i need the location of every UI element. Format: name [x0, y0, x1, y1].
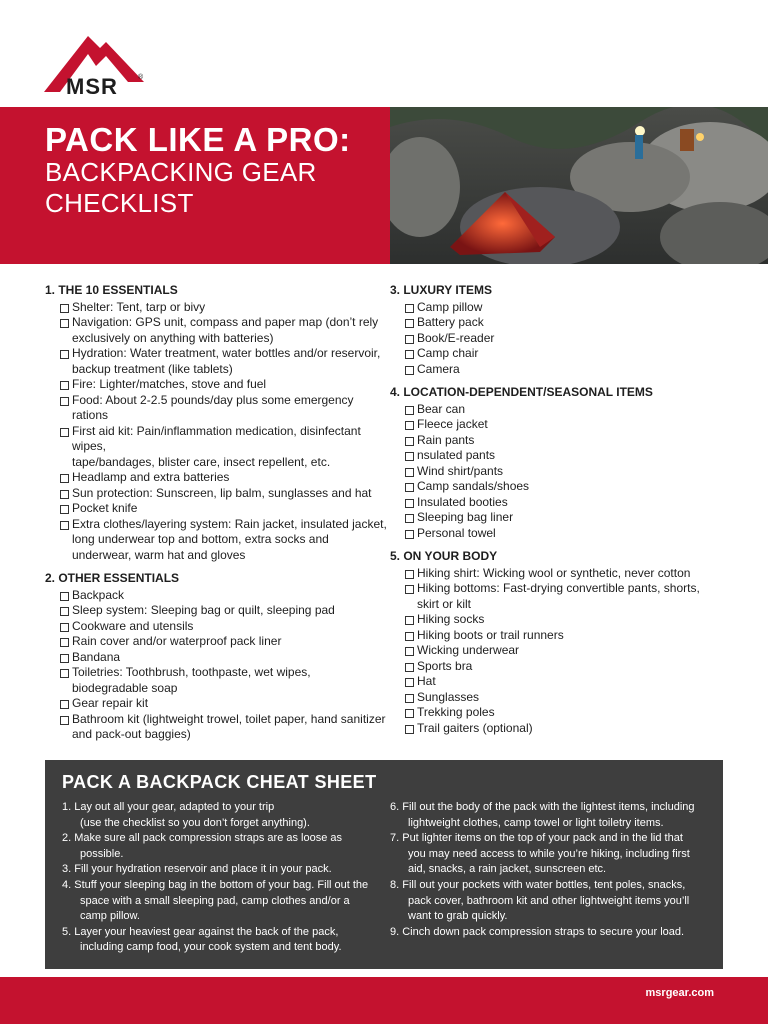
cheat-sheet-step-text: pack cover, bathroom kit and other lightweight items you’ll: [408, 894, 690, 907]
section-title: 1. THE 10 ESSENTIALS: [45, 283, 178, 297]
checklist-item-text: Fleece jacket: [417, 417, 488, 431]
cheat-sheet-step-text: (use the checklist so you don’t forget anything).: [80, 816, 310, 829]
checklist-item-text: Sun protection: Sunscreen, lip balm, sunglasses and hat: [72, 485, 372, 500]
cheat-sheet-step-text: 3. Fill your hydration reservoir and place it in your pack.: [62, 863, 332, 876]
checklist-item-text: Rain cover and/or waterproof pack liner: [72, 634, 282, 648]
checklist-item[interactable]: [390, 300, 730, 316]
cheat-sheet-step-text: 4. Stuff your sleeping bag in the bottom of your bag. Fill out the: [62, 878, 369, 891]
cheat-sheet-step-text: want to grab quickly.: [408, 910, 508, 923]
camp-photo: [390, 107, 768, 264]
cheat-sheet-step-text: space with a small sleeping pad, camp clothes and/or a: [80, 894, 350, 907]
section-on-your-body: [390, 549, 730, 736]
checklist-item-text: Trekking poles: [417, 705, 495, 719]
checklist-item-text: Hiking shirt: Wicking wool or synthetic, never cotton: [417, 565, 691, 580]
checklist-item[interactable]: [45, 424, 390, 471]
checklist-item-text: nsulated pants: [417, 448, 496, 462]
cheat-sheet-step-text: 1. Lay out all your gear, adapted to your trip: [62, 801, 275, 813]
checklist-item-text: Cookware and utensils: [72, 618, 194, 633]
cheat-sheet-step-text: 9. Cinch down pack compression straps to secure your load.: [390, 925, 685, 938]
cheat-sheet-step: [62, 862, 382, 878]
checklist-item-text: Hat: [417, 674, 436, 688]
checklist-item[interactable]: [390, 690, 730, 706]
checklist-item[interactable]: [390, 581, 730, 612]
cheat-sheet-step: [390, 878, 710, 925]
checklist-item[interactable]: [45, 588, 390, 604]
cheat-sheet-step: [390, 831, 710, 878]
checklist-item[interactable]: [390, 417, 730, 433]
cheat-sheet-step: [62, 878, 382, 925]
checklist-item-text: Extra clothes/layering system: Rain jacket, insulated jacket,: [72, 516, 387, 531]
cheat-sheet-step: [62, 800, 382, 831]
checklist-item-text: Toiletries: Toothbrush, toothpaste, wet wipes,: [72, 665, 311, 679]
checklist-item-text: Hiking bottoms: Fast-drying convertible pants, shorts,: [417, 581, 700, 595]
checklist-item[interactable]: [390, 362, 730, 378]
checklist-item-text: Rain pants: [417, 432, 475, 447]
checklist-item[interactable]: [45, 634, 390, 650]
checklist-item-text: long underwear top and bottom, extra socks and: [72, 532, 329, 546]
checklist-item[interactable]: [390, 674, 730, 690]
checklist-item-text: Hiking socks: [417, 612, 485, 626]
checklist-item[interactable]: [45, 470, 390, 486]
checklist-item-text: Food: About 2-2.5 pounds/day plus some emergency rations: [72, 392, 354, 422]
checklist-item[interactable]: [45, 603, 390, 619]
checklist-item[interactable]: [390, 566, 730, 582]
checklist-item[interactable]: [390, 643, 730, 659]
checklist-item-text: Wind shirt/pants: [417, 463, 504, 478]
checklist-item[interactable]: [390, 705, 730, 721]
checklist-item[interactable]: [390, 495, 730, 511]
cheat-sheet-step-text: lightweight clothes, camp towel or light toiletry items.: [408, 816, 664, 829]
page-subtitle-line1: BACKPACKING GEAR: [45, 157, 317, 187]
checklist-item-text: Trail gaiters (optional): [417, 720, 533, 735]
checklist-item[interactable]: [390, 433, 730, 449]
checklist-item[interactable]: [45, 696, 390, 712]
checklist-item-text: Sports bra: [417, 658, 473, 673]
checklist-item[interactable]: [390, 448, 730, 464]
checklist-item[interactable]: [45, 300, 390, 316]
cheat-sheet-step-text: camp pillow.: [80, 910, 140, 923]
checklist-item[interactable]: [45, 517, 390, 564]
checklist-item-text: Hiking boots or trail runners: [417, 627, 564, 642]
checklist-item-text: Hydration: Water treatment, water bottles and/or reservoir,: [72, 346, 381, 360]
checklist-item-text: Camera: [417, 361, 460, 376]
checklist-item-text: Shelter: Tent, tarp or bivy: [72, 299, 206, 314]
checklist-item[interactable]: [45, 346, 390, 377]
page-title: PACK LIKE A PRO:: [45, 121, 351, 158]
checklist-item[interactable]: [45, 712, 390, 743]
checklist-item[interactable]: [390, 346, 730, 362]
checklist-item[interactable]: [45, 315, 390, 346]
checklist-item-text: Camp chair: [417, 346, 479, 360]
cheat-sheet-left-steps: [62, 800, 382, 956]
cheat-sheet-step-text: 7. Put lighter items on the top of your pack and in the lid that: [390, 832, 683, 845]
checklist-item[interactable]: [390, 331, 730, 347]
cheat-sheet-step-text: 8. Fill out your pockets with water bottles, tent poles, snacks,: [390, 878, 686, 891]
section-title: 4. LOCATION-DEPENDENT/SEASONAL ITEMS: [390, 385, 653, 399]
checklist-item-text: Insulated booties: [417, 494, 508, 509]
cheat-sheet-step: [390, 925, 710, 941]
checklist-item-text: Sleep system: Sleeping bag or quilt, sleeping pad: [72, 603, 335, 617]
cheat-sheet-title: PACK A BACKPACK CHEAT SHEET: [62, 772, 377, 792]
section-seasonal: [390, 385, 730, 541]
section-other-essentials: [45, 571, 390, 743]
checklist-item[interactable]: [45, 619, 390, 635]
cheat-sheet-step-text: including camp food, your cook system and tent body.: [80, 941, 342, 954]
checklist-item[interactable]: [45, 665, 390, 696]
checklist-right-column: [390, 283, 730, 744]
checklist-item-text: backup treatment (like tablets): [72, 361, 233, 376]
checklist-item[interactable]: [390, 402, 730, 418]
section-essentials: [45, 283, 390, 563]
cheat-sheet-step: [62, 925, 382, 956]
checklist-item-text: Sunglasses: [417, 689, 480, 704]
checklist-item-text: First aid kit: Pain/inflammation medication, disinfectant wipes,: [72, 423, 361, 453]
checklist-item[interactable]: [45, 486, 390, 502]
checklist-item[interactable]: [45, 650, 390, 666]
checklist-left-column: [45, 283, 390, 751]
checklist-item-text: and pack-out baggies): [72, 727, 191, 741]
checklist-item-text: tape/bandages, blister care, insect repellent, etc.: [72, 454, 331, 469]
cheat-sheet-step: [390, 800, 710, 831]
checklist-item-text: Personal towel: [417, 525, 496, 540]
checklist-item-text: Gear repair kit: [72, 696, 149, 710]
cheat-sheet-step: [62, 831, 382, 862]
cheat-sheet-step-text: aid, snacks, a rain jacket, sunscreen etc.: [408, 863, 607, 876]
cheat-sheet-step-text: 2. Make sure all pack compression straps are as loose as: [62, 832, 343, 845]
checklist-item-text: Backpack: [72, 587, 125, 602]
checklist-item-text: Fire: Lighter/matches, stove and fuel: [72, 377, 267, 391]
checklist-item[interactable]: [390, 659, 730, 675]
section-title: 2. OTHER ESSENTIALS: [45, 571, 180, 585]
checklist-item-text: Camp pillow: [417, 299, 483, 314]
checklist-item-text: Bear can: [417, 401, 466, 416]
cheat-sheet-step-text: you may need access to while you’re hiking, including first: [408, 847, 690, 860]
footer-band: [0, 977, 768, 1024]
cheat-sheet-step-text: 5. Layer your heaviest gear against the back of the pack,: [62, 925, 339, 938]
checklist-item-text: skirt or kilt: [417, 596, 471, 611]
checklist-item-text: biodegradable soap: [72, 680, 178, 695]
section-title: 5. ON YOUR BODY: [390, 549, 498, 563]
checklist-item[interactable]: [390, 612, 730, 628]
checklist-item[interactable]: [390, 464, 730, 480]
checklist-item-text: Wicking underwear: [417, 643, 520, 657]
checklist-item-text: Headlamp and extra batteries: [72, 470, 230, 484]
cheat-sheet-right-steps: [390, 800, 710, 940]
msr-logo: [44, 34, 148, 99]
section-luxury: [390, 283, 730, 377]
checklist-item-text: Camp sandals/shoes: [417, 479, 530, 493]
checklist-item[interactable]: [45, 501, 390, 517]
checklist-item[interactable]: [45, 393, 390, 424]
logo-wordmark: MSR: [66, 74, 118, 99]
checklist-item[interactable]: [390, 628, 730, 644]
checklist-item-text: Book/E-reader: [417, 330, 495, 345]
checklist-item-text: exclusively on anything with batteries): [72, 330, 274, 345]
checklist-item-text: Bathroom kit (lightweight trowel, toilet paper, hand sanitizer: [72, 711, 386, 726]
footer-url-link[interactable]: msrgear.com: [645, 987, 714, 999]
registered-mark: ®: [138, 74, 144, 81]
cheat-sheet-step-text: 6. Fill out the body of the pack with the lightest items, including: [390, 801, 695, 813]
cheat-sheet-panel: [45, 760, 723, 969]
checklist-item-text: Pocket knife: [72, 501, 138, 515]
checklist-item[interactable]: [390, 526, 730, 542]
checklist-item[interactable]: [390, 510, 730, 526]
section-title: 3. LUXURY ITEMS: [390, 283, 493, 297]
checklist-item[interactable]: [390, 315, 730, 331]
checklist-item-text: Navigation: GPS unit, compass and paper map (don’t rely: [72, 315, 379, 329]
checklist-item-text: underwear, warm hat and gloves: [72, 547, 246, 562]
checklist-item-text: Bandana: [72, 649, 121, 664]
cheat-sheet-step-text: possible.: [80, 847, 124, 860]
checklist-item[interactable]: [45, 377, 390, 393]
checklist-item[interactable]: [390, 479, 730, 495]
checklist-item-text: Battery pack: [417, 315, 484, 329]
page-subtitle-line2: CHECKLIST: [45, 188, 194, 218]
checklist-item[interactable]: [390, 721, 730, 737]
checklist-item-text: Sleeping bag liner: [417, 510, 514, 524]
